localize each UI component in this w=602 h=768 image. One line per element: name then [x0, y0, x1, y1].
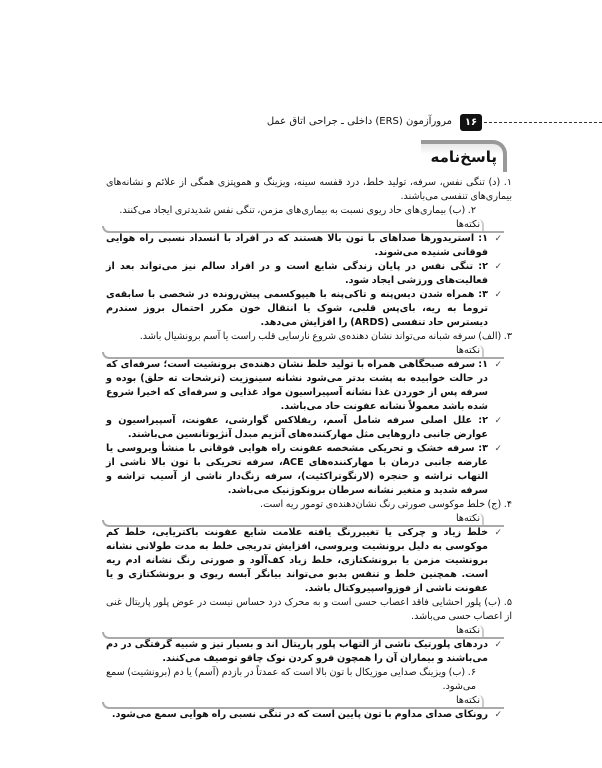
running-title: مرورآزمون (ERS) داخلی ـ جراحی اتاق عمل — [266, 116, 452, 127]
note-text: رونکای صدای مداوم با تون پایین است که در تنگی نسبی راه هوایی سمع می‌شود. — [111, 709, 488, 720]
header-dashed-line — [484, 122, 602, 123]
note-text: ۲: تنگی نفس در پایان زندگی شایع است و در افراد سالم نیز می‌تواند بعد از فعالیت‌های ورزشی ایجاد شود. — [106, 261, 488, 286]
check-icon: ✓ — [494, 262, 502, 272]
note-item — [106, 442, 512, 498]
notes-header — [102, 218, 504, 232]
answer-3: ۳. (الف) سرفه شبانه می‌تواند نشان دهنده‌ی شروع نارسایی قلب راست یا آسم برونشیال باشد. — [139, 331, 512, 342]
section-title: پاسخ‌نامه — [430, 148, 497, 166]
note-item — [106, 638, 512, 666]
note-item — [106, 358, 512, 414]
note-item — [106, 232, 512, 260]
check-icon: ✓ — [494, 416, 502, 426]
notes-label: نکته‌ها — [456, 513, 480, 524]
note-item — [106, 708, 512, 722]
page-header — [100, 112, 602, 132]
answer-5: ۵. (ب) پلور احشایی فاقد اعصاب حسی است و به محرک درد حساس نیست در عوض پلور پاریتال غنی از اعصاب حسی می‌باشد. — [106, 597, 512, 622]
answer-2: ۲. (ب) بیماری‌های حاد ریوی نسبت به بیماری‌های مزمن، تنگی نفس شدیدتری ایجاد می‌کنند. — [119, 205, 476, 216]
check-icon: ✓ — [494, 234, 502, 244]
check-icon: ✓ — [494, 528, 502, 538]
section-title-box — [415, 140, 507, 172]
page-number: ۱۶ — [460, 114, 482, 131]
note-text: ۲: علل اصلی سرفه شامل آسم، ریفلاکس گوارشی، عفونت، آسپیراسیون و عوارض جانبی داروهایی مثل مهارکننده‌های آنزیم مبدل آنژیوتانسین می‌باشند. — [106, 415, 488, 440]
notes-label: نکته‌ها — [456, 695, 480, 706]
notes-header — [102, 694, 504, 708]
answer-1: ۱. (د) تنگی نفس، سرفه، تولید خلط، درد قفسه سینه، ویزینگ و هموپتزی همگی از علائم و نشانه‌های بیماری‌های تنفسی می‌باشند. — [106, 177, 512, 202]
check-icon: ✓ — [494, 640, 502, 650]
note-text: ۳: همراه شدن دیس‌پنه و تاکی‌پنه با هیپوکسمی پیش‌رونده در شخصی با سابقه‌ی تروما به ریه، بای‌پس قلبی، شوک یا انتقال خون مکرر احتمال بروز سندرم دیسترس حاد تنفسی (ARDS) را افزایش می‌دهد. — [106, 289, 488, 328]
check-icon: ✓ — [494, 444, 502, 454]
note-text: خلط زیاد و چرکی یا تغییررنگ یافته علامت شایع عفونت باکتریایی، خلط کم موکوسی به دلیل برونشیت ویروسی، افزایش تدریجی خلط به مدت طولانی نشانه برونشیت مزمن یا برونشکتازی، خلط زیاد کف‌آلود و صورتی رنگ نشانه ادم ریه است. همچنین خلط و تنفس بدبو می‌تواند بیانگر آبسه ریوی و برونشکتازی و یا عفونت ناشی از فوزواسپیروکتال باشد. — [106, 527, 488, 594]
notes-label: نکته‌ها — [456, 219, 480, 230]
note-text: دردهای پلورتیک ناشی از التهاب پلور پاریتال اند و بسیار تیز و شبیه گرفتگی در دم می‌باشند و بیماران آن را همچون فرو کردن نوک چاقو توصیف می‌کنند. — [106, 639, 488, 664]
note-item — [106, 526, 512, 596]
note-text: ۱: سرفه صبحگاهی همراه با تولید خلط نشان دهنده‌ی برونشیت است؛ سرفه‌ای که در حالت خوابیده به پشت بدتر می‌شود نشانه سینوزیت (ترشحات ته حلق) بوده و سرفه پس از خوردن غذا نشانه آسپیراسیون مواد غذایی و سرفه‌ای که اخیرا شروع شده باشد معمولاً نشانه عفونت حاد می‌باشد. — [106, 359, 488, 412]
check-icon: ✓ — [494, 710, 502, 720]
check-icon: ✓ — [494, 290, 502, 300]
notes-label: نکته‌ها — [456, 625, 480, 636]
answer-6: ۶. (ب) ویزینگ صدایی موزیکال با تون بالا است که عمدتاً در بازدم (آسم) یا دم (برونشیت) سمع می‌شود. — [106, 667, 476, 692]
check-icon: ✓ — [494, 360, 502, 370]
note-item — [106, 260, 512, 288]
note-text: ۳: سرفه خشک و تحریکی مشخصه عفونت راه هوایی فوقانی با منشأ ویروسی یا عارضه جانبی درمان با مهارکننده‌های ACE، سرفه تحریکی با تون بالا ناشی از التهاب تراشه و حنجره (لارنگوتراکئیت)، سرفه زنگ‌دار ناشی از آسیب تراشه و سرفه شدید و متغیر نشانه سرطان برونکوژنیک می‌باشد. — [106, 443, 488, 496]
answer-content — [106, 176, 512, 722]
notes-header — [102, 624, 504, 638]
answer-4: ۴. (ج) خلط موکوسی صورتی رنگ نشان‌دهنده‌ی تومور ریه است. — [260, 499, 512, 510]
notes-label: نکته‌ها — [456, 345, 480, 356]
notes-header — [102, 344, 504, 358]
note-text: ۱: استریدورها صداهای با تون بالا هستند که در افراد با انسداد نسبی راه هوایی فوقانی شنیده می‌شوند. — [106, 233, 488, 258]
note-item — [106, 414, 512, 442]
notes-header — [102, 512, 504, 526]
note-item — [106, 288, 512, 330]
